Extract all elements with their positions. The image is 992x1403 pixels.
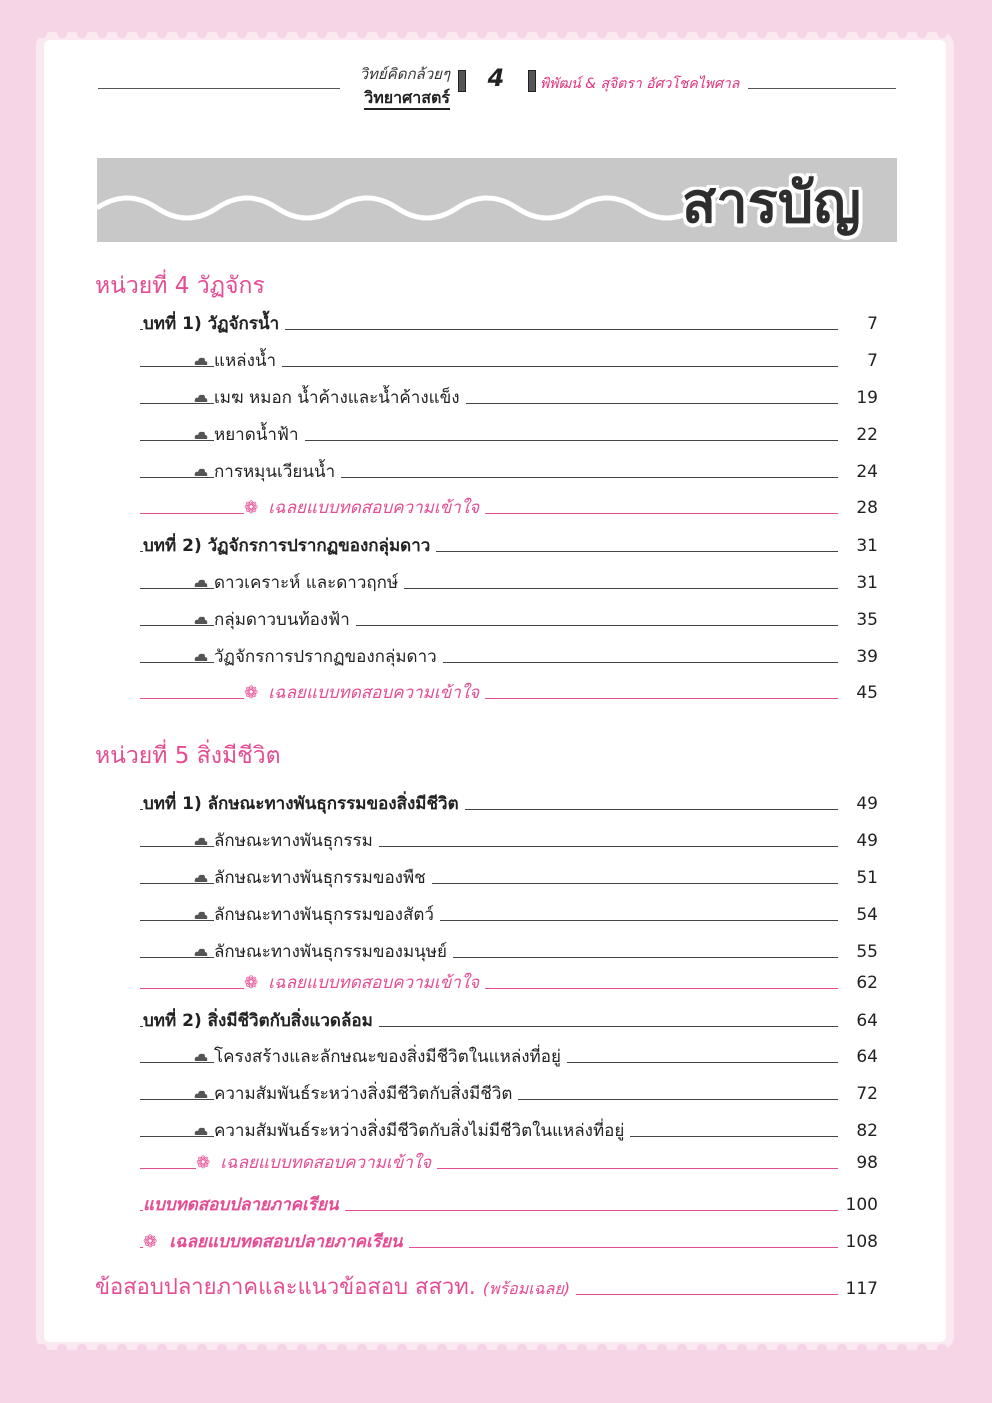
toc-chapter[interactable] (0, 312, 992, 340)
end-test-answer-entry (143, 1230, 409, 1254)
cloud-bullet-icon (194, 910, 208, 920)
toc-item[interactable] (0, 423, 992, 451)
flower-icon: ❁ (244, 683, 259, 703)
item-title: หยาดน้ำฟ้า (214, 423, 305, 447)
page-ref: 24 (856, 462, 878, 482)
toc-item[interactable] (0, 460, 992, 488)
page-ref: 35 (856, 610, 878, 630)
cloud-bullet-icon (194, 652, 208, 662)
page-ref: 22 (856, 425, 878, 445)
toc-item[interactable] (0, 903, 992, 931)
chapter-title: บทที่ 1) วัฏจักรน้ำ (143, 312, 285, 336)
page-ref: 7 (867, 314, 878, 334)
page-ref: 19 (856, 388, 878, 408)
page-ref: 39 (856, 647, 878, 667)
unit-heading: หน่วยที่ 5 สิ่งมีชีวิต (95, 743, 281, 769)
page-ref: 72 (856, 1084, 878, 1104)
page-ref: 49 (856, 831, 878, 851)
toc-answer[interactable] (0, 1151, 992, 1179)
page-ref: 100 (845, 1195, 878, 1215)
cloud-bullet-icon (194, 1089, 208, 1099)
unit-heading: หน่วยที่ 4 วัฏจักร (95, 273, 265, 299)
cloud-bullet-icon (194, 467, 208, 477)
toc-answer[interactable] (0, 681, 992, 709)
toc-item[interactable] (0, 866, 992, 894)
item-title: ลักษณะทางพันธุกรรมของพืช (214, 866, 432, 890)
authors: พิพัฒน์ & สุจิตรา อัศวโชคไพศาล (540, 76, 740, 92)
page-ref: 28 (856, 498, 878, 518)
page-ref: 31 (856, 573, 878, 593)
cloud-bullet-icon (194, 393, 208, 403)
cloud-bullet-icon (194, 836, 208, 846)
toc-title: สารบัญ (682, 171, 861, 236)
toc-item[interactable] (0, 1119, 992, 1147)
answer-title: เฉลยแบบทดสอบความเข้าใจ (268, 973, 480, 993)
toc-item[interactable] (0, 1082, 992, 1110)
flower-icon: ❁ (244, 498, 259, 518)
page-ref: 51 (856, 868, 878, 888)
page-ref: 49 (856, 794, 878, 814)
toc-item[interactable] (0, 608, 992, 636)
item-title: การหมุนเวียนน้ำ (214, 460, 341, 484)
cloud-bullet-icon (194, 1126, 208, 1136)
header-rule-right (748, 88, 896, 89)
page-ref: 82 (856, 1121, 878, 1141)
subject-title (300, 86, 450, 111)
toc-item[interactable] (0, 349, 992, 377)
page-ref: 64 (856, 1047, 878, 1067)
page-ref: 62 (856, 973, 878, 993)
toc-item[interactable] (0, 645, 992, 673)
toc-final-exam[interactable] (0, 1277, 992, 1305)
answer-entry (244, 971, 485, 995)
answer-entry (196, 1151, 437, 1175)
header-bar-right (528, 70, 536, 92)
toc-chapter[interactable] (0, 1009, 992, 1037)
item-title: ความสัมพันธ์ระหว่างสิ่งมีชีวิตกับสิ่งไม่มีชีวิตในแหล่งที่อยู่ (214, 1119, 630, 1143)
page-ref: 7 (867, 351, 878, 371)
answer-title: เฉลยแบบทดสอบความเข้าใจ (268, 498, 480, 518)
flower-icon: ❁ (244, 973, 259, 993)
toc-end-test[interactable] (0, 1193, 992, 1221)
toc-chapter[interactable] (0, 534, 992, 562)
chapter-title: บทที่ 1) ลักษณะทางพันธุกรรมของสิ่งมีชีวิต (143, 792, 465, 816)
item-title: ลักษณะทางพันธุกรรม (214, 829, 379, 853)
cloud-bullet-icon (194, 1052, 208, 1062)
item-title: โครงสร้างและลักษณะของสิ่งมีชีวิตในแหล่งที่อยู่ (214, 1045, 567, 1069)
final-note: (พร้อมเฉลย) (482, 1279, 571, 1298)
flower-icon: ❁ (143, 1232, 158, 1252)
chapter-title: บทที่ 2) วัฏจักรการปรากฏของกลุ่มดาว (143, 534, 436, 558)
final-title: ข้อสอบปลายภาคและแนวข้อสอบ สสวท. (95, 1275, 476, 1300)
end-test-answer-title: เฉลยแบบทดสอบปลายภาคเรียน (169, 1232, 403, 1252)
item-title: เมฆ หมอก น้ำค้างและน้ำค้างแข็ง (214, 386, 466, 410)
page-ref: 64 (856, 1011, 878, 1031)
item-title: ลักษณะทางพันธุกรรมของสัตว์ (214, 903, 440, 927)
toc-item[interactable] (0, 1045, 992, 1073)
answer-title: เฉลยแบบทดสอบความเข้าใจ (220, 1153, 432, 1173)
cloud-bullet-icon (194, 578, 208, 588)
toc-item[interactable] (0, 829, 992, 857)
item-title: กลุ่มดาวบนท้องฟ้า (214, 608, 356, 632)
answer-title: เฉลยแบบทดสอบความเข้าใจ (268, 683, 480, 703)
cloud-bullet-icon (194, 873, 208, 883)
toc-item[interactable] (0, 386, 992, 414)
toc-item[interactable] (0, 571, 992, 599)
subject-label: วิทยาศาสตร์ (364, 88, 450, 110)
flower-icon: ❁ (196, 1153, 211, 1173)
item-title: แหล่งน้ำ (214, 349, 282, 373)
toc-chapter[interactable] (0, 792, 992, 820)
header-bar-left (458, 70, 466, 92)
page-ref: 98 (856, 1153, 878, 1173)
answer-entry (244, 681, 485, 705)
toc-banner (97, 158, 897, 242)
cloud-bullet-icon (194, 947, 208, 957)
item-title: ลักษณะทางพันธุกรรมของมนุษย์ (214, 940, 453, 964)
series-title: วิทย์คิดกล้วยๆ (359, 65, 450, 83)
answer-entry (244, 496, 485, 520)
final-entry (95, 1273, 576, 1304)
toc-end-test-answer[interactable] (0, 1230, 992, 1258)
toc-item[interactable] (0, 940, 992, 968)
end-test-title: แบบทดสอบปลายภาคเรียน (143, 1193, 345, 1217)
page-ref: 108 (845, 1232, 878, 1252)
chapter-title: บทที่ 2) สิ่งมีชีวิตกับสิ่งแวดล้อม (143, 1009, 379, 1033)
cloud-bullet-icon (194, 430, 208, 440)
cloud-bullet-icon (194, 356, 208, 366)
cloud-bullet-icon (194, 615, 208, 625)
page-ref: 54 (856, 905, 878, 925)
page-ref: 117 (845, 1279, 878, 1299)
toc-answer[interactable] (0, 971, 992, 999)
toc-answer[interactable] (0, 496, 992, 524)
page-ref: 45 (856, 683, 878, 703)
item-title: ความสัมพันธ์ระหว่างสิ่งมีชีวิตกับสิ่งมีชีวิต (214, 1082, 518, 1106)
item-title: วัฏจักรการปรากฏของกลุ่มดาว (214, 645, 443, 669)
item-title: ดาวเคราะห์ และดาวฤกษ์ (214, 571, 404, 595)
page-number: 4 (487, 64, 505, 92)
page-ref: 55 (856, 942, 878, 962)
page-ref: 31 (856, 536, 878, 556)
